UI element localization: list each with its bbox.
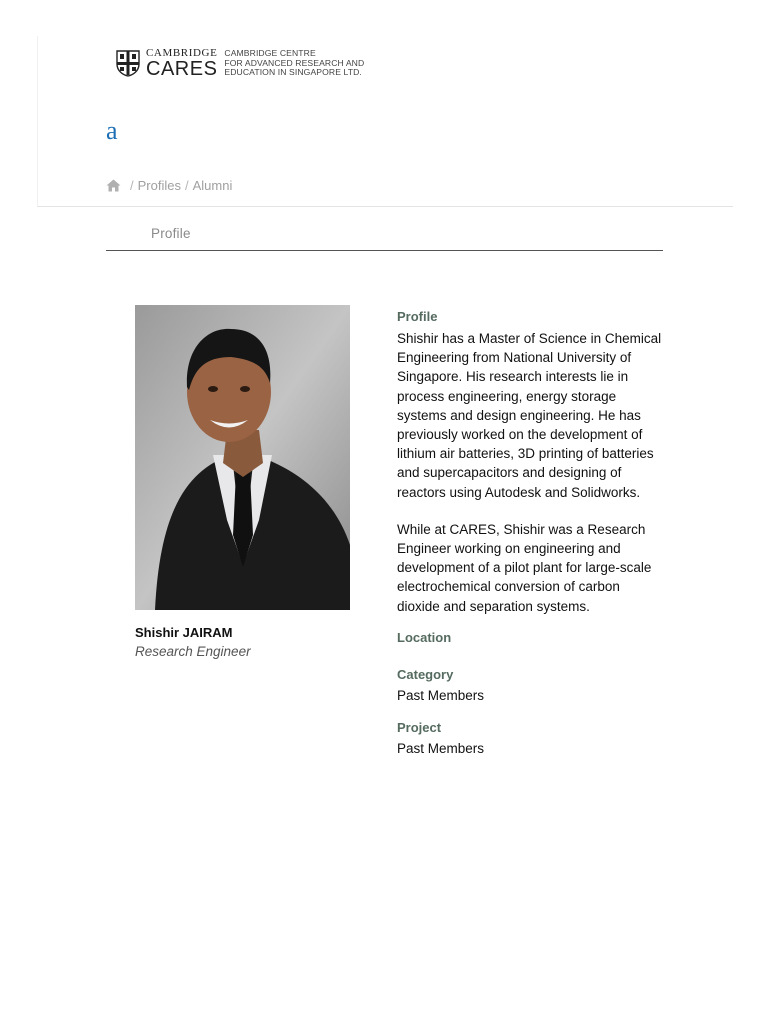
project-label: Project: [397, 719, 442, 735]
cares-logo[interactable]: [116, 48, 364, 79]
breadcrumb-separator: /: [184, 178, 189, 193]
cambridge-crest-icon: [116, 50, 140, 77]
profile-paragraph: While at CARES, Shishir was a Research Engineer working on engineering and development of a pilot plant for large-scale electrochemical conversion of carbon dioxide and separation systems.: [397, 521, 652, 614]
logo-desc-line: CAMBRIDGE CENTRE: [224, 48, 316, 59]
profile-label: Profile: [397, 309, 438, 324]
logo-cares-text: CARES: [146, 58, 218, 80]
logo-desc-line: FOR ADVANCED RESEARCH AND: [224, 57, 365, 68]
tab-profile[interactable]: Profile: [151, 226, 191, 241]
logo-description: [224, 49, 364, 77]
person-role: Research Engineer: [135, 644, 251, 659]
profile-photo: [135, 305, 350, 610]
breadcrumb-alumni[interactable]: Alumni: [192, 178, 233, 193]
category-label: Category: [397, 666, 454, 682]
breadcrumb-profiles[interactable]: Profiles: [137, 178, 181, 193]
location-label: Location: [397, 629, 452, 645]
profile-details: [397, 308, 665, 758]
site-title[interactable]: a: [106, 116, 118, 145]
profile-paragraph: Shishir has a Master of Science in Chemical Engineering from National University of Singapore. His research interests lie in process engineering, energy storage systems and design engineering. He has previously worked on the development of lithium air batteries, 3D printing of batteries and supercapacitors and designing of reactors using Autodesk and Solidworks.: [397, 331, 662, 500]
logo-desc-line: EDUCATION IN SINGAPORE LTD.: [224, 67, 362, 78]
person-name: Shishir JAIRAM: [135, 625, 233, 640]
home-icon[interactable]: [106, 179, 121, 192]
logo-cambridge-text: CAMBRIDGE: [146, 47, 218, 59]
logo-wordmark: [146, 48, 217, 79]
category-value: Past Members: [397, 687, 485, 703]
tab-bar: [106, 220, 663, 251]
breadcrumb-separator: /: [130, 178, 134, 193]
project-value: Past Members: [397, 740, 485, 756]
breadcrumb: [106, 178, 232, 193]
